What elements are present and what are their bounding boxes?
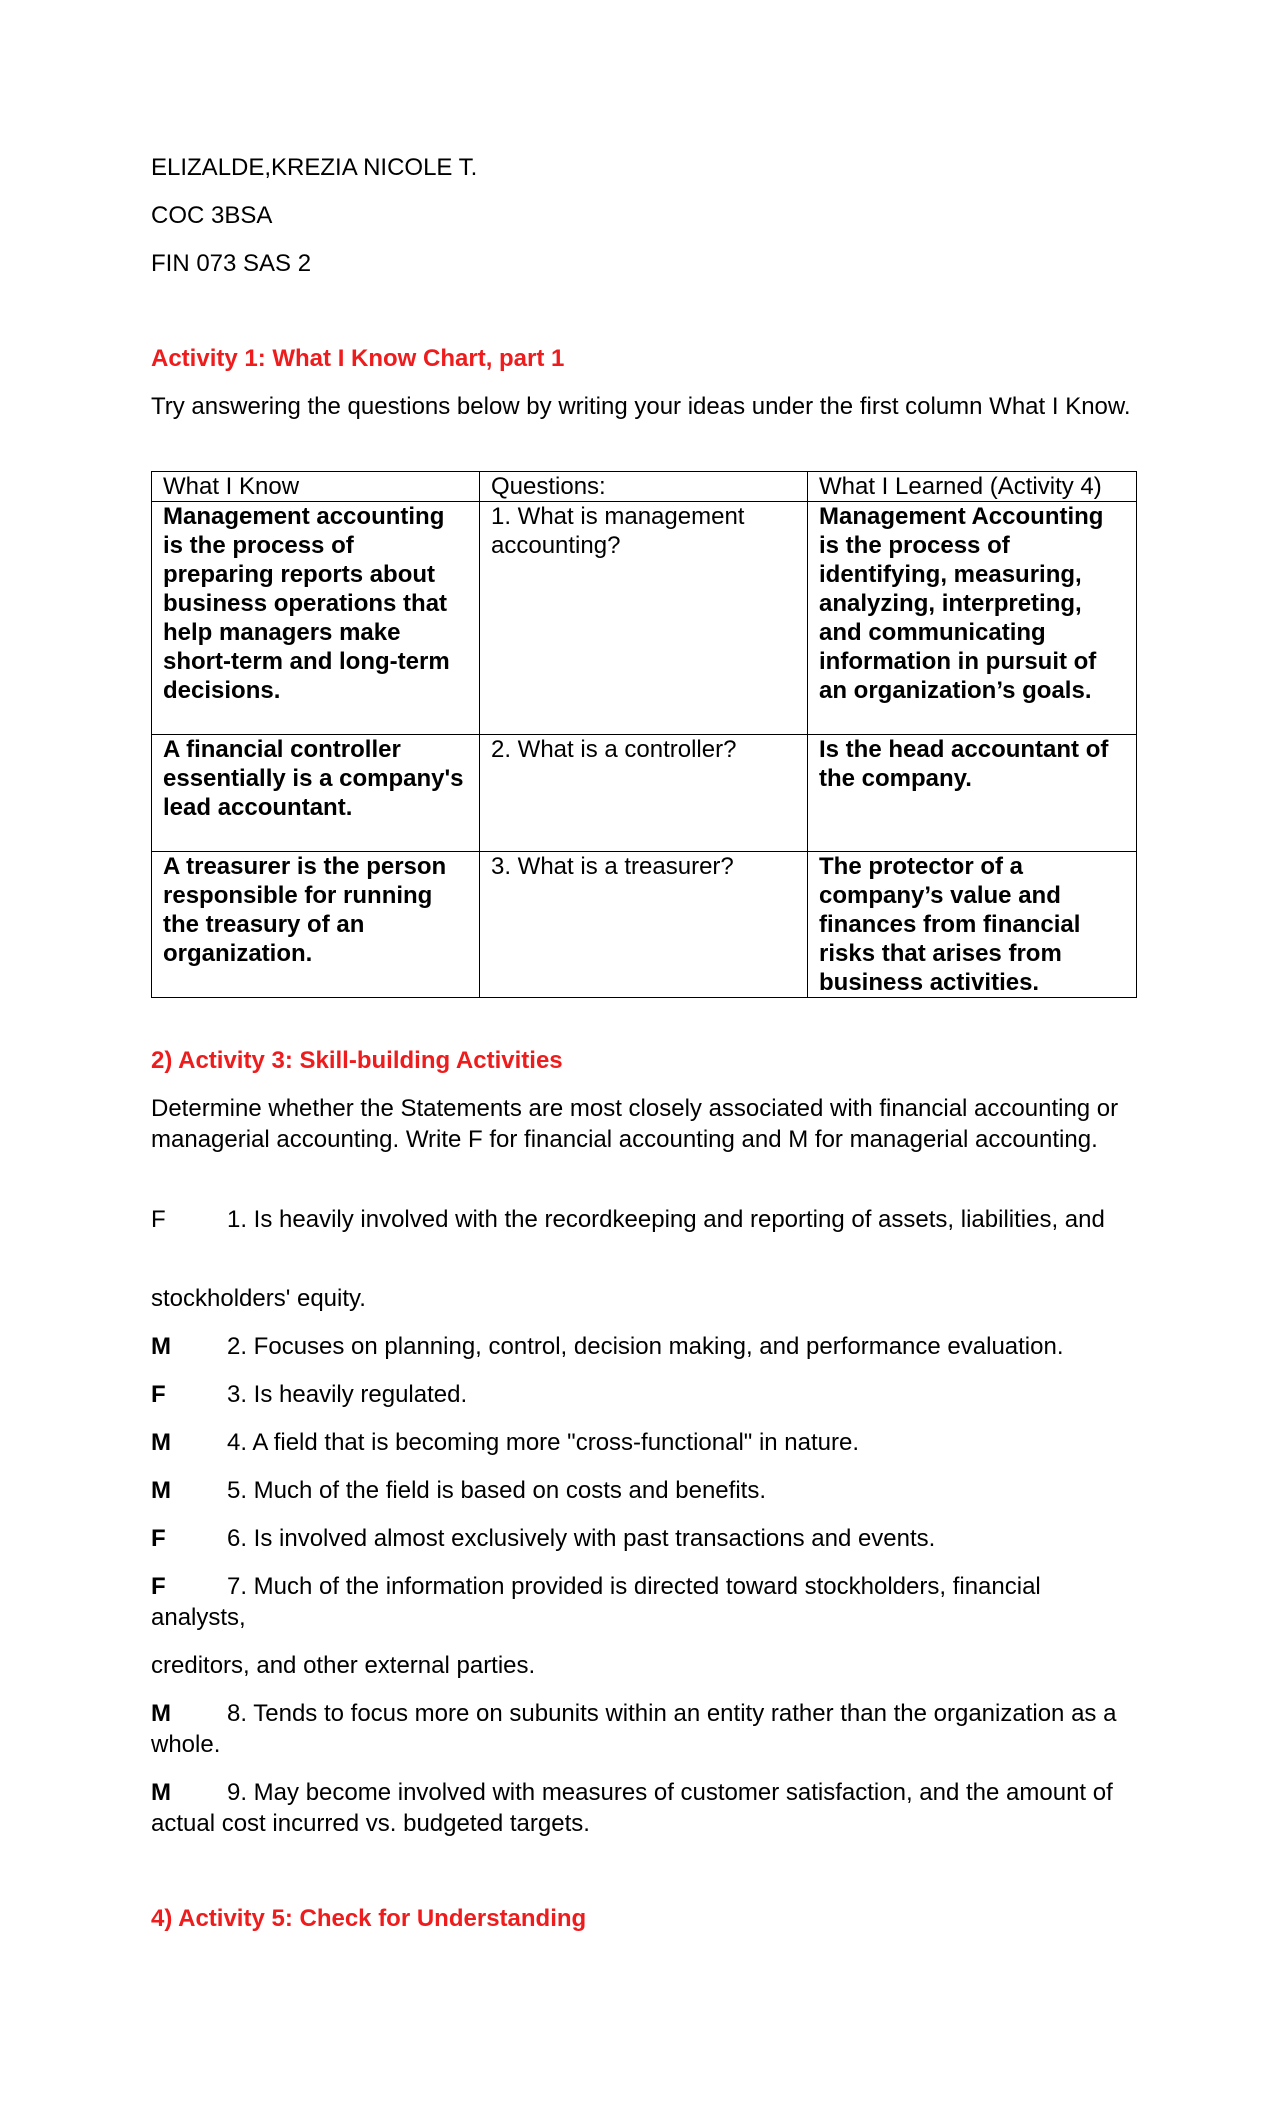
table-row: [152, 735, 1137, 852]
statement-item: [151, 1379, 1136, 1410]
statement-text: 9. May become involved with measures of customer satisfaction, and the amount of actual cost incurred vs. budgeted targets.: [151, 1779, 1113, 1837]
statement-continuation: creditors, and other external parties.: [151, 1652, 536, 1679]
what-i-know-cell: A financial controller essentially is a company's lead accountant.: [152, 735, 480, 852]
what-i-learned-cell: Management Accounting is the process of identifying, measuring, analyzing, interpreting, and communicating information in pursuit of an organization’s goals.: [808, 502, 1137, 735]
statement-answer: F: [151, 1573, 166, 1600]
activity1-instructions: Try answering the questions below by writing your ideas under the first column What I Know.: [151, 393, 1131, 420]
statement-answer: M: [151, 1429, 171, 1456]
statement-answer: F: [151, 1206, 166, 1233]
statement-text: 3. Is heavily regulated.: [227, 1381, 468, 1408]
statement-item: [151, 1475, 1136, 1506]
statement-item: [151, 1571, 1136, 1633]
statement-item: [151, 1427, 1136, 1458]
statement-answer: M: [151, 1779, 171, 1806]
statement-text: 7. Much of the information provided is directed toward stockholders, financial analysts,: [151, 1573, 1041, 1631]
chart-header-row: [152, 472, 1137, 502]
statement-text: 2. Focuses on planning, control, decision making, and performance evaluation.: [227, 1333, 1064, 1360]
statement-item: [151, 1523, 1136, 1554]
activity3-heading: 2) Activity 3: Skill-building Activities: [151, 1047, 563, 1074]
statement-item: [151, 1204, 1136, 1235]
what-i-know-chart: [151, 471, 1137, 998]
what-i-learned-cell: Is the head accountant of the company.: [808, 735, 1137, 852]
column-header-questions: Questions:: [480, 472, 808, 502]
question-cell: 1. What is management accounting?: [480, 502, 808, 735]
statement-continuation: stockholders' equity.: [151, 1285, 366, 1312]
statement-answer: M: [151, 1333, 171, 1360]
column-header-what-i-learned: What I Learned (Activity 4): [808, 472, 1137, 502]
what-i-know-cell: Management accounting is the process of preparing reports about business operations that help managers make short-term and long-term decisions.: [152, 502, 480, 735]
statement-text: 6. Is involved almost exclusively with past transactions and events.: [227, 1525, 936, 1552]
what-i-know-cell: A treasurer is the person responsible for running the treasury of an organization.: [152, 852, 480, 998]
column-header-what-i-know: What I Know: [152, 472, 480, 502]
statement-text: 1. Is heavily involved with the recordkeeping and reporting of assets, liabilities, and: [227, 1206, 1105, 1233]
question-cell: 2. What is a controller?: [480, 735, 808, 852]
statement-text: 8. Tends to focus more on subunits within an entity rather than the organization as a whole.: [151, 1700, 1117, 1758]
what-i-learned-cell: The protector of a company’s value and finances from financial risks that arises from business activities.: [808, 852, 1137, 998]
statement-answer: F: [151, 1525, 166, 1552]
student-section: COC 3BSA: [151, 202, 273, 229]
table-row: [152, 852, 1137, 998]
student-name: ELIZALDE,KREZIA NICOLE T.: [151, 154, 478, 181]
statement-text: 5. Much of the field is based on costs and benefits.: [227, 1477, 766, 1504]
statement-answer: M: [151, 1700, 171, 1727]
statement-item: [151, 1777, 1136, 1839]
course-code: FIN 073 SAS 2: [151, 250, 312, 277]
statement-answer: F: [151, 1381, 166, 1408]
statement-item: [151, 1331, 1136, 1362]
statement-item: [151, 1698, 1136, 1760]
table-row: [152, 502, 1137, 735]
activity3-instructions: Determine whether the Statements are most closely associated with financial accounting or managerial accounting. Write F for financial accounting and M for managerial accounting.: [151, 1095, 1119, 1153]
activity1-heading: Activity 1: What I Know Chart, part 1: [151, 345, 565, 372]
statement-answer: M: [151, 1477, 171, 1504]
activity5-heading: 4) Activity 5: Check for Understanding: [151, 1905, 587, 1932]
statement-text: 4. A field that is becoming more "cross-functional" in nature.: [227, 1429, 860, 1456]
question-cell: 3. What is a treasurer?: [480, 852, 808, 998]
